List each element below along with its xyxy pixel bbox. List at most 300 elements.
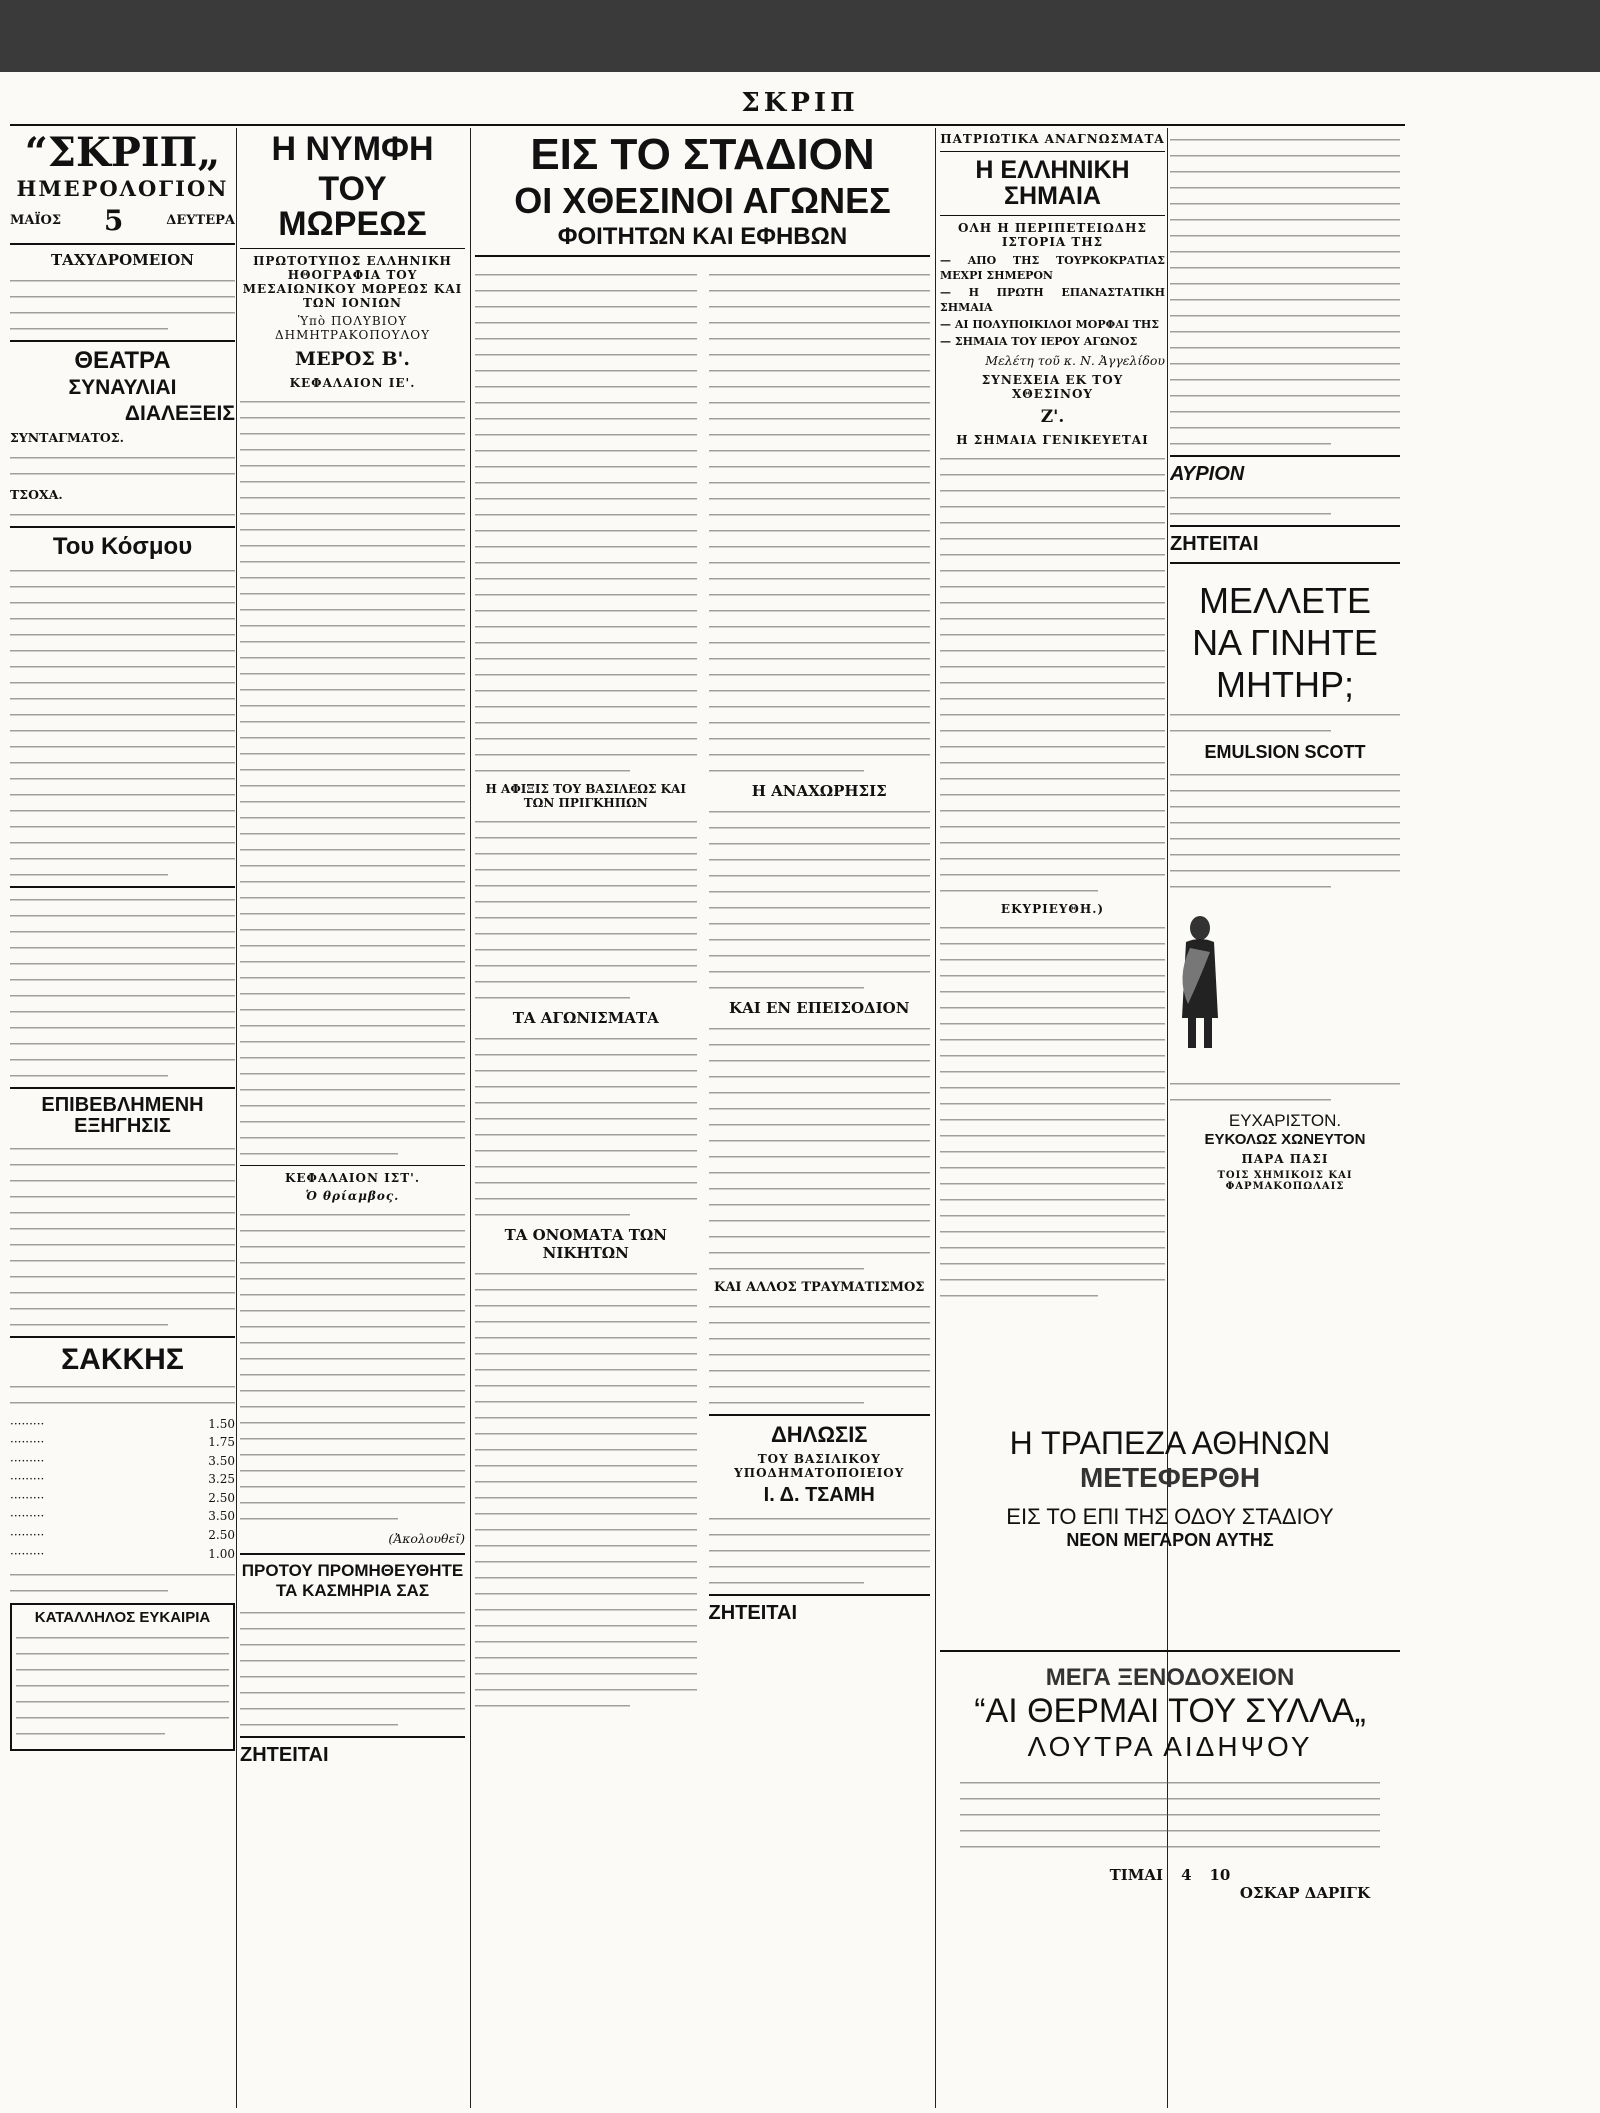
text-line — [1170, 1095, 1331, 1104]
text-line — [940, 662, 1165, 671]
stadium-body — [475, 263, 930, 1717]
text-line — [10, 1272, 235, 1281]
divider — [10, 1087, 235, 1089]
text-line — [709, 414, 931, 423]
text-line — [10, 630, 235, 639]
price-dots: ········· — [10, 1472, 45, 1487]
text-line — [940, 886, 1098, 895]
text-line — [475, 462, 697, 471]
text-line — [240, 477, 465, 486]
text-line — [240, 1386, 465, 1395]
explanation-heading: ΕΠΙΒΕΒΛΗΜΕΝΗ ΕΞΗΓΗΣΙΣ — [41, 1094, 204, 1138]
text-line — [940, 1083, 1165, 1092]
text-line — [709, 1366, 931, 1375]
text-line — [940, 470, 1165, 479]
text-line — [240, 1624, 465, 1633]
text-line — [709, 510, 931, 519]
text-line — [940, 1163, 1165, 1172]
price-row — [10, 1507, 235, 1526]
text-line — [1170, 247, 1400, 256]
text-line — [10, 1023, 235, 1032]
text-line — [10, 710, 235, 719]
text-line — [475, 1162, 697, 1171]
text-line — [940, 838, 1165, 847]
text-line — [16, 1729, 165, 1738]
text-line — [940, 710, 1165, 719]
text-line — [940, 939, 1165, 948]
text-line — [1170, 1079, 1400, 1088]
column-rule — [935, 128, 936, 2108]
text-line — [1170, 215, 1400, 224]
text-line — [475, 382, 697, 391]
text-line — [940, 758, 1165, 767]
text-line — [10, 1570, 235, 1579]
text-line — [240, 653, 465, 662]
text-line — [709, 382, 931, 391]
scott-ad-line-1: ΜΕΛΛΕΤΕ — [1198, 580, 1372, 621]
text-line — [940, 1275, 1165, 1284]
text-line — [10, 1256, 235, 1265]
text-line — [1170, 343, 1400, 352]
text-line — [940, 742, 1165, 751]
text-line — [475, 1525, 697, 1534]
text-line — [240, 557, 465, 566]
scott-digest: ΕΥΚΟΛΩΣ ΧΩΝΕΥΤΟΝ — [1204, 1131, 1366, 1149]
text-line — [240, 1704, 465, 1713]
text-line — [10, 614, 235, 623]
flag-subtitle: ΟΛΗ Η ΠΕΡΙΠΕΤΕΙΩΔΗΣ ΙΣΤΟΡΙΑ ΤΗΣ — [958, 220, 1147, 249]
text-line — [240, 605, 465, 614]
text-line — [709, 1334, 931, 1343]
divider — [10, 1336, 235, 1338]
text-line — [10, 1383, 235, 1392]
text-line — [10, 758, 235, 767]
text-line — [240, 1101, 465, 1110]
stadium-subtitle-2: ΦΟΙΤΗΤΩΝ ΚΑΙ ΕΦΗΒΩΝ — [557, 222, 848, 250]
section-royal: Η ΑΦΙΞΙΣ ΤΟΥ ΒΑΣΙΛΕΩΣ ΚΑΙ ΤΩΝ ΠΡΙΓΚΗΠΩΝ — [485, 782, 686, 811]
declaration-title: ΔΗΛΩΣΙΣ — [770, 1422, 868, 1448]
text-line — [475, 1301, 697, 1310]
text-line — [940, 582, 1165, 591]
hotel-line-1: ΜΕΓΑ ΞΕΝΟΔΟΧΕΙΟΝ — [1045, 1664, 1295, 1691]
hotel-ad — [940, 1650, 1400, 1902]
price-value: 3.50 — [208, 1453, 235, 1468]
text-line — [16, 1713, 229, 1722]
text-line — [709, 734, 931, 743]
text-line — [475, 1365, 697, 1374]
text-line — [240, 1037, 465, 1046]
text-line — [240, 1688, 465, 1697]
text-line — [240, 797, 465, 806]
text-line — [709, 807, 931, 816]
text-line — [240, 429, 465, 438]
bank-line-2: ΜΕΤΕΦΕΡΘΗ — [1079, 1462, 1261, 1493]
text-line — [475, 1413, 697, 1422]
text-line — [240, 1306, 465, 1315]
text-line — [475, 478, 697, 487]
text-line — [709, 622, 931, 631]
text-line — [940, 1147, 1165, 1156]
syntagmatos-label: ΣΥΝΤΑΓΜΑΤΟΣ. — [10, 430, 124, 446]
scott-brand: EMULSION SCOTT — [1204, 742, 1366, 763]
text-line — [240, 973, 465, 982]
text-line — [709, 430, 931, 439]
text-line — [475, 1445, 697, 1454]
text-line — [240, 1290, 465, 1299]
text-line — [709, 1056, 931, 1065]
scott-sold-2: ΤΟΙΣ ΧΗΜΙΚΟΙΣ ΚΑΙ ΦΑΡΜΑΚΟΠΩΛΑΙΣ — [1217, 1170, 1353, 1193]
text-line — [1170, 311, 1400, 320]
text-line — [1170, 770, 1400, 779]
text-line — [240, 525, 465, 534]
text-line — [1170, 231, 1400, 240]
calendar-subtitle: ΗΜΕΡΟΛΟΓΙΟΝ — [16, 176, 229, 201]
flag-author: Μελέτη τοῦ κ. Ν. Ἀγγελίδου — [985, 352, 1165, 368]
text-line — [475, 1557, 697, 1566]
text-line — [709, 1302, 931, 1311]
text-line — [709, 1546, 931, 1555]
text-line — [475, 1210, 630, 1219]
sakkis-heading: ΣΑΚΚΗΣ — [61, 1343, 184, 1377]
text-line — [709, 1562, 931, 1571]
text-line — [709, 670, 931, 679]
text-line — [10, 991, 235, 1000]
text-line — [475, 1082, 697, 1091]
text-line — [10, 742, 235, 751]
text-line — [709, 686, 931, 695]
text-line — [240, 781, 465, 790]
text-line — [475, 1477, 697, 1486]
price-dots: ········· — [10, 1453, 45, 1468]
stadium-body-left — [475, 263, 697, 1717]
text-line — [475, 302, 697, 311]
text-line — [475, 977, 697, 986]
text-line — [709, 542, 931, 551]
text-line — [709, 494, 931, 503]
text-line — [1170, 786, 1400, 795]
text-line — [10, 470, 235, 479]
text-line — [240, 813, 465, 822]
text-line — [240, 1608, 465, 1617]
text-line — [475, 929, 697, 938]
text-line — [475, 1194, 697, 1203]
text-line — [240, 669, 465, 678]
text-line — [10, 895, 235, 904]
text-line — [1170, 263, 1400, 272]
text-line — [475, 366, 697, 375]
serial-chapter-sub: Ὁ θρίαμβος. — [305, 1189, 400, 1204]
text-line — [709, 350, 931, 359]
lectures-heading: ΔΙΑΛΕΞΕΙΣ — [124, 402, 235, 426]
price-row — [10, 1545, 235, 1564]
text-line — [240, 589, 465, 598]
text-line — [940, 1195, 1165, 1204]
text-line — [940, 630, 1165, 639]
text-line — [10, 1224, 235, 1233]
masthead: ΣΚΡΙΠ — [741, 88, 859, 118]
text-line — [240, 685, 465, 694]
text-line — [10, 324, 168, 333]
text-line — [709, 462, 931, 471]
divider — [240, 1736, 465, 1738]
price-value: 2.50 — [208, 1490, 235, 1505]
post-heading: ΤΑΧΥΔΡΟΜΕΙΟΝ — [51, 251, 194, 270]
text-line — [240, 509, 465, 518]
text-line — [475, 1493, 697, 1502]
text-line — [475, 286, 697, 295]
divider — [10, 340, 235, 342]
text-line — [940, 726, 1165, 735]
text-line — [940, 678, 1165, 687]
divider — [709, 1594, 931, 1596]
text-line — [940, 987, 1165, 996]
text-line — [1170, 834, 1400, 843]
text-line — [240, 1434, 465, 1443]
section-injury: ΚΑΙ ΑΛΛΟΣ ΤΡΑΥΜΑΤΙΣΜΟΣ — [714, 1280, 925, 1296]
text-line — [940, 1099, 1165, 1108]
text-line — [709, 766, 864, 775]
text-line — [10, 694, 235, 703]
text-line — [940, 566, 1165, 575]
text-line — [10, 1176, 235, 1185]
cashmere-ad-title: ΠΡΟΤΟΥ ΠΡΟΜΗΘΕΥΘΗΤΕ ΤΑ ΚΑΣΜΗΡΙΑ ΣΑΣ — [241, 1561, 464, 1601]
followup-note: (Ἀκολουθεῖ) — [388, 1531, 465, 1547]
text-line — [475, 897, 697, 906]
text-line — [940, 854, 1165, 863]
text-line — [475, 334, 697, 343]
serial-chapter: ΚΕΦΑΛΑΙΟΝ ΙΕ'. — [289, 376, 416, 391]
text-line — [475, 1066, 697, 1075]
text-line — [475, 1317, 697, 1326]
date-month: ΜΑΪΟΣ — [10, 213, 62, 229]
text-line — [709, 286, 931, 295]
section-winners: ΤΑ ΟΝΟΜΑΤΑ ΤΩΝ ΝΙΚΗΤΩΝ — [504, 1226, 667, 1263]
scott-sold: ΠΑΡΑ ΠΑΣΙ — [1241, 1152, 1329, 1167]
price-dots: ········· — [10, 1435, 45, 1450]
stadium-body-right — [709, 263, 931, 1717]
text-line — [475, 606, 697, 615]
text-line — [475, 702, 697, 711]
text-line — [240, 445, 465, 454]
text-line — [1170, 199, 1400, 208]
text-line — [709, 446, 931, 455]
text-line — [240, 1640, 465, 1649]
price-value: 3.25 — [208, 1472, 235, 1487]
text-line — [240, 941, 465, 950]
text-line — [475, 1637, 697, 1646]
text-line — [240, 765, 465, 774]
text-line — [1170, 279, 1400, 288]
text-line — [475, 398, 697, 407]
text-line — [940, 1243, 1165, 1252]
text-line — [940, 1115, 1165, 1124]
text-line — [709, 1168, 931, 1177]
divider — [10, 886, 235, 888]
text-line — [940, 870, 1165, 879]
text-line — [709, 1248, 931, 1257]
text-line — [960, 1826, 1380, 1835]
text-line — [10, 1240, 235, 1249]
divider — [1170, 562, 1400, 564]
text-line — [475, 1429, 697, 1438]
text-line — [1170, 183, 1400, 192]
text-line — [240, 909, 465, 918]
text-line — [475, 622, 697, 631]
divider — [1170, 525, 1400, 527]
text-line — [709, 398, 931, 407]
text-line — [10, 838, 235, 847]
text-line — [10, 566, 235, 575]
text-line — [940, 1211, 1165, 1220]
text-line — [475, 1685, 697, 1694]
text-line — [475, 1509, 697, 1518]
text-line — [1170, 407, 1400, 416]
divider — [475, 255, 930, 257]
text-line — [10, 943, 235, 952]
text-line — [10, 870, 168, 879]
text-line — [940, 1067, 1165, 1076]
text-line — [240, 925, 465, 934]
text-line — [475, 590, 697, 599]
world-heading: Του Κόσμου — [52, 532, 193, 560]
text-line — [16, 1649, 229, 1658]
text-line — [1170, 710, 1400, 719]
text-line — [709, 302, 931, 311]
text-line — [1170, 802, 1400, 811]
text-line — [10, 959, 235, 968]
text-line — [10, 1320, 168, 1329]
flag-chapter: Ζ'. — [1040, 406, 1065, 427]
text-line — [940, 598, 1165, 607]
text-line — [709, 871, 931, 880]
text-line — [475, 945, 697, 954]
text-line — [10, 582, 235, 591]
text-line — [709, 718, 931, 727]
text-line — [709, 1120, 931, 1129]
hotel-line-2: “ΑΙ ΘΕΡΜΑΙ ΤΟΥ ΣΥΛΛΑ„ — [974, 1692, 1366, 1730]
text-line — [240, 861, 465, 870]
flag-point: — Η ΠΡΩΤΗ ΕΠΑΝΑΣΤΑΤΙΚΗ ΣΗΜΑΙΑ — [940, 285, 1165, 315]
text-line — [475, 1669, 697, 1678]
text-line — [940, 806, 1165, 815]
text-line — [1170, 818, 1400, 827]
text-line — [10, 1586, 168, 1595]
tomorrow-heading: ΑΥΡΙΟΝ — [1170, 463, 1245, 485]
text-line — [1170, 726, 1331, 735]
column-rule — [236, 128, 237, 2108]
text-line — [10, 646, 235, 655]
text-line — [940, 454, 1165, 463]
text-line — [240, 1021, 465, 1030]
serial-title-1: Η ΝΥΜΦΗ — [271, 130, 434, 168]
text-line — [240, 701, 465, 710]
text-line — [475, 1333, 697, 1342]
price-row — [10, 1470, 235, 1489]
hotel-body — [940, 1763, 1400, 1866]
fisherman-illustration-icon — [1170, 908, 1230, 1058]
text-line — [940, 955, 1165, 964]
text-line — [709, 1024, 931, 1033]
text-line — [240, 1133, 465, 1142]
column-serial — [240, 128, 465, 2108]
divider — [940, 151, 1165, 152]
text-line — [1170, 167, 1400, 176]
text-line — [475, 526, 697, 535]
text-line — [240, 1466, 465, 1475]
tsoxa-label: ΤΣΟΧΑ. — [10, 486, 63, 502]
text-line — [709, 478, 931, 487]
text-line — [240, 1656, 465, 1665]
text-line — [940, 502, 1165, 511]
text-line — [10, 1055, 235, 1064]
text-line — [940, 822, 1165, 831]
text-line — [240, 1274, 465, 1283]
text-line — [709, 823, 931, 832]
price-dots: ········· — [10, 1546, 45, 1561]
text-line — [475, 1050, 697, 1059]
text-line — [475, 833, 697, 842]
text-line — [709, 1216, 931, 1225]
text-line — [940, 1291, 1098, 1300]
hotel-price: 4 — [1181, 1866, 1192, 1884]
stadium-title: ΕΙΣ ΤΟ ΣΤΑΔΙΟΝ — [530, 130, 875, 179]
text-line — [475, 654, 697, 663]
text-line — [1170, 509, 1331, 518]
shop-ad — [10, 1603, 235, 1751]
text-line — [240, 461, 465, 470]
text-line — [240, 845, 465, 854]
text-line — [709, 1350, 931, 1359]
divider — [709, 1414, 931, 1416]
text-line — [10, 1399, 235, 1408]
text-line — [240, 1354, 465, 1363]
text-line — [940, 1019, 1165, 1028]
text-line — [475, 318, 697, 327]
text-line — [940, 971, 1165, 980]
text-line — [709, 654, 931, 663]
column-calendar — [10, 128, 235, 2108]
flag-section: Η ΣΗΜΑΙΑ ΓΕΝΙΚΕΥΕΤΑΙ — [956, 432, 1149, 447]
text-line — [240, 413, 465, 422]
text-line — [709, 1264, 864, 1273]
text-line — [709, 1200, 931, 1209]
text-line — [709, 590, 931, 599]
hotel-price-2: 10 — [1209, 1866, 1231, 1884]
divider — [10, 243, 235, 245]
text-line — [709, 1136, 931, 1145]
text-line — [709, 558, 931, 567]
text-line — [475, 881, 697, 890]
text-line — [709, 1398, 864, 1407]
text-line — [709, 526, 931, 535]
text-line — [709, 919, 931, 928]
text-line — [10, 454, 235, 463]
scott-ad-line-2: ΝΑ ΓΙΝΗΤΕ — [1192, 621, 1378, 663]
text-line — [475, 961, 697, 970]
text-line — [709, 334, 931, 343]
text-line — [240, 989, 465, 998]
text-line — [475, 270, 697, 279]
price-row — [10, 1526, 235, 1545]
price-row — [10, 1489, 235, 1508]
text-line — [10, 822, 235, 831]
section-incident: ΚΑΙ ΕΝ ΕΠΕΙΣΟΔΙΟΝ — [729, 999, 910, 1018]
hotel-director: ΟΣΚΑΡ ΔΑΡΙΓΚ — [1239, 1884, 1370, 1902]
text-line — [240, 1418, 465, 1427]
text-line — [709, 1530, 931, 1539]
text-line — [940, 774, 1165, 783]
text-line — [240, 1053, 465, 1062]
